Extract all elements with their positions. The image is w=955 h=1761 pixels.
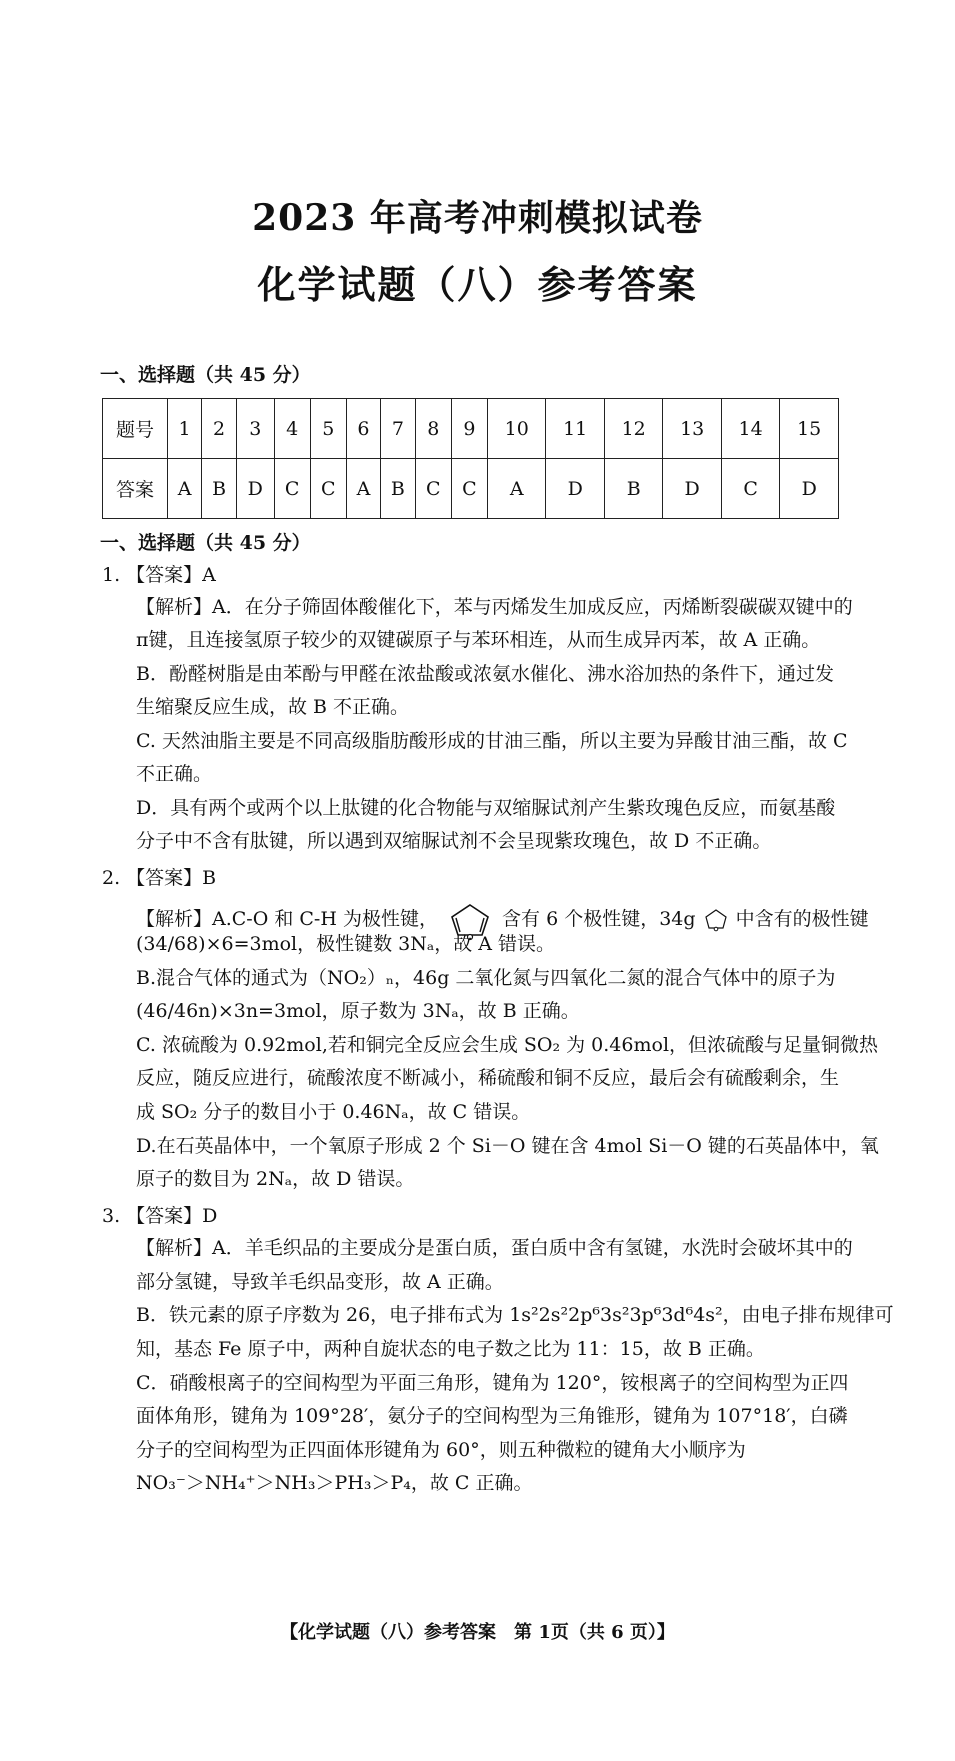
table-row-answers bbox=[103, 459, 839, 519]
question-number-cell: 13 bbox=[663, 399, 721, 459]
answer-cell: B bbox=[381, 459, 416, 519]
q1-answer: 1. 【答案】A bbox=[102, 564, 216, 586]
page-title: 2023 年高考冲刺模拟试卷 bbox=[252, 197, 703, 239]
q3-line: 面体角形，键角为 109°28′，氨分子的空间构型为三角锥形，键角为 107°18′，白磷 bbox=[136, 1405, 848, 1427]
question-number-cell: 14 bbox=[721, 399, 779, 459]
q2-line-3: B.混合气体的通式为（NO₂）ₙ，46g 二氧化氮与四氧化二氮的混合气体中的原子为 bbox=[136, 967, 836, 989]
question-number-cell: 5 bbox=[310, 399, 346, 459]
question-number-cell: 6 bbox=[346, 399, 380, 459]
question-number-cell: 8 bbox=[415, 399, 451, 459]
q2-line-2: (34/68)×6=3mol，极性键数 3Nₐ，故 A 错误。 bbox=[136, 933, 556, 955]
q3-answer: 3. 【答案】D bbox=[102, 1205, 218, 1227]
table-row-numbers bbox=[103, 399, 839, 459]
q3-line: 部分氢键，导致羊毛织品变形，故 A 正确。 bbox=[136, 1271, 504, 1293]
q1-line: 不正确。 bbox=[136, 763, 213, 785]
q1-line: B．酚醛树脂是由苯酚与甲醛在浓盐酸或浓氨水催化、沸水浴加热的条件下，通过发 bbox=[136, 663, 834, 685]
question-number-cell: 4 bbox=[274, 399, 310, 459]
q2-line-1a: 【解析】A.C-O 和 C-H 为极性键， bbox=[136, 908, 438, 930]
question-number-cell: 15 bbox=[780, 399, 839, 459]
section-header-1: 一、选择题（共 45 分） bbox=[100, 364, 311, 386]
question-number-cell: 12 bbox=[604, 399, 662, 459]
q3-line: C．硝酸根离子的空间构型为平面三角形，键角为 120°，铵根离子的空间构型为正四 bbox=[136, 1372, 849, 1394]
question-number-cell: 2 bbox=[202, 399, 237, 459]
question-number-cell: 1 bbox=[168, 399, 202, 459]
q3-line: B．铁元素的原子序数为 26，电子排布式为 1s²2s²2p⁶3s²3p⁶3d⁶4s²，由电子排布规律可 bbox=[136, 1304, 894, 1326]
answer-cell: C bbox=[451, 459, 487, 519]
q2-line-1c: 中含有的极性键 bbox=[735, 908, 869, 930]
answer-cell: B bbox=[604, 459, 662, 519]
q1-line: 生缩聚反应生成，故 B 不正确。 bbox=[136, 696, 410, 718]
answer-cell: A bbox=[346, 459, 380, 519]
question-number-cell: 9 bbox=[451, 399, 487, 459]
q1-line: 分子中不含有肽键，所以遇到双缩脲试剂不会呈现紫玫瑰色，故 D 不正确。 bbox=[136, 830, 772, 852]
answer-cell: C bbox=[721, 459, 779, 519]
answer-cell: D bbox=[663, 459, 721, 519]
q3-line: 【解析】A．羊毛织品的主要成分是蛋白质，蛋白质中含有氢键，水洗时会破坏其中的 bbox=[136, 1237, 853, 1259]
page-footer: 【化学试题（八）参考答案 第 1页（共 6 页）】 bbox=[280, 1622, 675, 1643]
section-header-2: 一、选择题（共 45 分） bbox=[100, 532, 311, 554]
answer-cell: C bbox=[274, 459, 310, 519]
page-subtitle: 化学试题（八）参考答案 bbox=[257, 262, 698, 307]
answer-cell: D bbox=[236, 459, 274, 519]
q2-line-6: 反应，随反应进行，硫酸浓度不断减小，稀硫酸和铜不反应，最后会有硫酸剩余，生 bbox=[136, 1067, 840, 1089]
q1-line: 【解析】A．在分子筛固体酸催化下，苯与丙烯发生加成反应，丙烯断裂碳碳双键中的 bbox=[136, 596, 853, 618]
answer-cell: C bbox=[310, 459, 346, 519]
row-label-answers: 答案 bbox=[103, 459, 168, 519]
q2-line-4: (46/46n)×3n=3mol，原子数为 3Nₐ，故 B 正确。 bbox=[136, 1000, 580, 1022]
answer-cell: D bbox=[780, 459, 839, 519]
q2-line-9: 原子的数目为 2Nₐ，故 D 错误。 bbox=[136, 1168, 415, 1190]
answer-cell: C bbox=[415, 459, 451, 519]
q3-line: NO₃⁻＞NH₄⁺＞NH₃＞PH₃＞P₄，故 C 正确。 bbox=[136, 1472, 533, 1494]
answer-cell: A bbox=[487, 459, 545, 519]
q1-line: C. 天然油脂主要是不同高级脂肪酸形成的甘油三酯，所以主要为异酸甘油三酯，故 C bbox=[136, 730, 848, 752]
q3-line: 知，基态 Fe 原子中，两种自旋状态的电子数之比为 11：15，故 B 正确。 bbox=[136, 1338, 765, 1360]
row-label-numbers: 题号 bbox=[103, 399, 168, 459]
q2-line-5: C. 浓硫酸为 0.92mol,若和铜完全反应会生成 SO₂ 为 0.46mol，但浓硫酸与足量铜微热 bbox=[136, 1034, 879, 1056]
q1-line: π键，且连接氢原子较少的双键碳原子与苯环相连，从而生成异丙苯，故 A 正确。 bbox=[136, 629, 821, 651]
answer-table bbox=[102, 398, 839, 519]
q2-line-8: D.在石英晶体中，一个氧原子形成 2 个 Si－O 键在含 4mol Si－O 键的石英晶体中，氧 bbox=[136, 1135, 879, 1157]
answer-cell: A bbox=[168, 459, 202, 519]
question-number-cell: 3 bbox=[236, 399, 274, 459]
furan-ring-small-image bbox=[702, 906, 730, 934]
question-number-cell: 11 bbox=[546, 399, 604, 459]
q2-line-1b: 含有 6 个极性键，34g bbox=[502, 908, 696, 930]
q2-answer: 2. 【答案】B bbox=[102, 867, 217, 889]
q1-line: D．具有两个或两个以上肽键的化合物能与双缩脲试剂产生紫玫瑰色反应，而氨基酸 bbox=[136, 797, 836, 819]
question-number-cell: 10 bbox=[487, 399, 545, 459]
q3-line: 分子的空间构型为正四面体形键角为 60°，则五种微粒的键角大小顺序为 bbox=[136, 1439, 746, 1461]
q2-line-7: 成 SO₂ 分子的数目小于 0.46Nₐ，故 C 错误。 bbox=[136, 1101, 531, 1123]
answer-cell: D bbox=[546, 459, 604, 519]
answer-cell: B bbox=[202, 459, 237, 519]
question-number-cell: 7 bbox=[381, 399, 416, 459]
